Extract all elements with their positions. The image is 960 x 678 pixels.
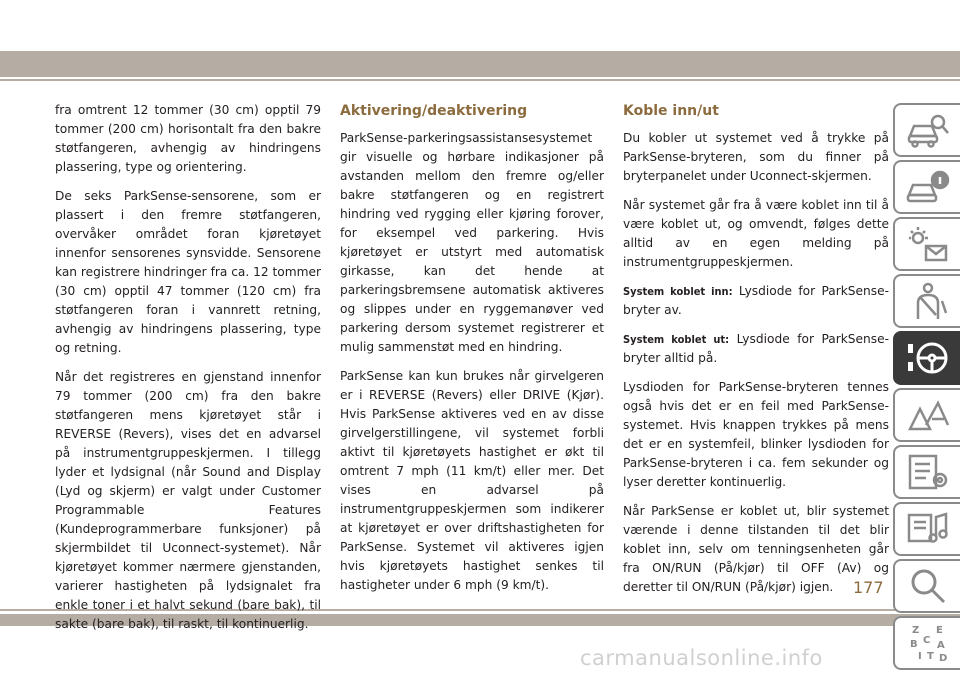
tab-maintenance[interactable] [893, 445, 960, 499]
paragraph: ParkSense-parkeringsassistansesystemet gir visuelle og hørbare indikasjoner på avstanden mellom den fremre og/eller bakre støtfangeren og en registrert hindring ved rygging eller kjøring forover, for eksempel ved parkering. Hvis kjøretøyet er utstyrt med automatisk girkasse, kan det hende at parkeringsbremsene automatisk aktiveres og slippes under en ryggemanøver ved parkering dersom systemet registrerer et mulig sammenstøt med en hindring. [340, 131, 604, 354]
tab-car-info[interactable] [893, 160, 960, 214]
index-letter: I [917, 651, 922, 662]
paragraph: Når systemet går fra å være koblet inn til å være koblet ut, og omvendt, følges dette alltid av en egen melding på instrumentgruppeskjermen. [623, 198, 889, 269]
maintenance-list-icon [906, 452, 950, 492]
status-term: System koblet ut: [623, 333, 730, 346]
tab-steering-wheel[interactable] [893, 331, 960, 385]
paragraph: Lysdioden for ParkSense-bryteren tennes også hvis det er en feil med ParkSense-systemet. Hvis knappen trykkes på mens det er en systemfeil, blinker lysdioden for ParkSense-bryteren i ca. fem sekunder og lyser deretter kontinuerlig. [623, 380, 889, 489]
paragraph: De seks ParkSense-sensorene, som er plassert i den fremre støtfangeren, overvåker området foran kjøretøyet innenfor sensorenes synsvidde. Sensorene kan registrere hindringer fra ca. 12 tommer (30 cm) opptil 47 tommer (120 cm) fra støtfangeren foran i vannrett retning, avhengig av hindringens plassering, type og retning. [55, 189, 321, 355]
index-alphabet-icon [906, 623, 950, 663]
search-icon [906, 566, 950, 606]
tab-roadside[interactable] [893, 388, 960, 442]
paragraph: Når det registreres en gjenstand innenfor 79 tommer (200 cm) fra den bakre støtfangeren mens kjøretøyet står i REVERSE (Revers), vises det en advarsel på instrumentgruppeskjermen. I tillegg lyder et lydsignal (når Sound and Display (Lyd og skjerm) er valgt under Customer Programmable Features (Kundeprogrammerbare funksjoner) på skjermbildet til Uconnect-systemet). Når kjøretøyet kommer nærmere gjenstanden, varierer hastigheten på lydsignalet fra enkle toner i et halvt sekund (bare bak), til sakte (bare bak), til raskt, til kontinuerlig. [55, 370, 321, 631]
status-term: System koblet inn: [623, 285, 733, 298]
top-band [0, 51, 960, 77]
index-letter: E [935, 625, 943, 636]
tab-multimedia[interactable] [893, 502, 960, 556]
car-search-icon [906, 110, 950, 150]
index-letter: C [922, 635, 930, 646]
paragraph: Du kobler ut systemet ved å trykke på ParkSense-bryteren, som du finner på bryterpanelet under Uconnect-skjermen. [623, 131, 889, 183]
index-letter: Z [911, 625, 919, 636]
section-heading: Koble inn/ut [623, 103, 719, 119]
index-letter: A [936, 640, 945, 651]
warning-lights-icon [906, 224, 950, 264]
text-column-2 [340, 101, 604, 605]
section-heading: Aktivering/deaktivering [340, 103, 528, 119]
status-text: Lysdiode for ParkSense-bryter av. [623, 284, 889, 317]
index-letter: D [938, 653, 947, 663]
paragraph: ParkSense kan kun brukes når girvelgeren er i REVERSE (Revers) eller DRIVE (Kjør). Hvis ParkSense aktiveres ved en av disse girvelgerstillingene, vil systemet forbli aktivt til kjøretøyets hastighet er økt til omtrent 7 mph (11 km/t) eller mer. Det vises en advarsel på instrumentgruppeskjermen som indikerer at kjøretøyet er over driftshastigheten for ParkSense. Systemet vil aktiveres igjen hvis kjøretøyets hastighet senkes til hastigheter under 6 mph (9 km/t). [340, 369, 604, 592]
tab-index[interactable] [893, 616, 960, 670]
status-text: Lysdiode for ParkSense-bryter alltid på. [623, 332, 889, 365]
paragraph: Når ParkSense er koblet ut, blir systemet værende i denne tilstanden til det blir koblet inn, selv om tenningsenheten går fra ON/RUN (På/kjør) til OFF (Av) og deretter til ON/RUN (På/kjør) igjen. [623, 504, 889, 594]
page-number: 177 [853, 578, 884, 597]
multimedia-icon [906, 509, 950, 549]
tab-warning-lights[interactable] [893, 217, 960, 271]
tab-search[interactable] [893, 559, 960, 613]
chapter-tabs [893, 103, 960, 673]
index-letter: T [926, 651, 934, 662]
car-info-icon [906, 167, 950, 207]
text-column-3 [623, 101, 889, 607]
index-letter: B [909, 639, 918, 650]
text-column-1 [55, 101, 321, 644]
status-item [623, 282, 889, 320]
status-item [623, 330, 889, 368]
tab-seat-belt[interactable] [893, 274, 960, 328]
seat-belt-icon [906, 281, 950, 321]
watermark: carmanualsonline.info [580, 646, 823, 670]
top-band-line [0, 79, 960, 81]
paragraph: fra omtrent 12 tommer (30 cm) opptil 79 tommer (200 cm) horisontalt fra den bakre støtfangeren, avhengig av hindringens plassering, type og orientering. [55, 103, 321, 174]
roadside-triangle-icon [906, 395, 950, 435]
tab-car-search[interactable] [893, 103, 960, 157]
steering-wheel-icon [906, 338, 950, 378]
